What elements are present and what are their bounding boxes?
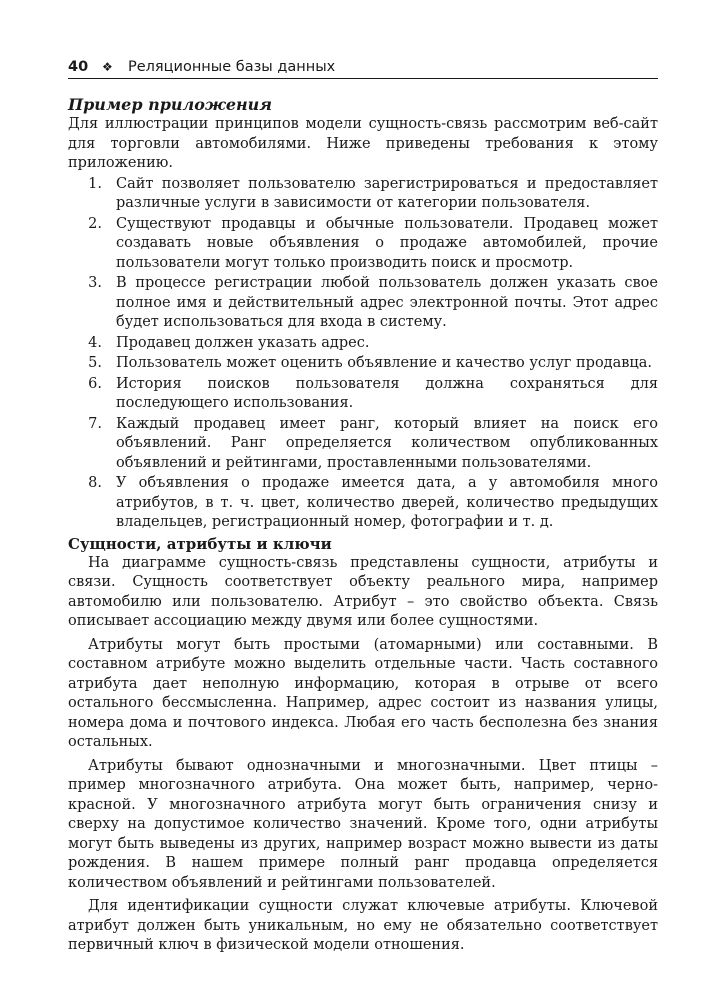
running-header — [68, 56, 658, 78]
page-number: 40 — [68, 59, 89, 75]
list-item — [68, 274, 658, 333]
page-content — [68, 95, 658, 956]
list-item-text: История поисков пользователя должна сохраняться для последующего использования. — [116, 375, 658, 411]
list-item-number: 8. — [88, 475, 102, 491]
list-item-text: Существуют продавцы и обычные пользователи. Продавец может создавать новые объявления о продаже автомобилей, прочие пользователи могут только производить поиск и просмотр. — [116, 215, 658, 271]
body-paragraph: Для идентификации сущности служат ключевые атрибуты. Ключевой атрибут должен быть уникальным, но ему не обязательно соответствует первичный ключ в физической модели отношения. — [68, 898, 658, 953]
body-paragraph: Атрибуты могут быть простыми (атомарными) или составными. В составном атрибуте можно выделить отдельные части. Часть составного атрибута дает неполную информацию, которая в отрыве от всего остального бессмысленна. Например, адрес состоит из названия улицы, номера дома и почтового индекса. Любая его часть бесполезна без знания остальных. — [68, 636, 658, 750]
list-item — [68, 375, 658, 414]
list-item-number: 2. — [88, 215, 102, 232]
list-item-text: Сайт позволяет пользователю зарегистрироваться и предоставляет различные услуги в зависимости от категории пользователя. — [116, 175, 658, 211]
running-title: Реляционные базы данных — [128, 59, 336, 75]
list-item-text: Продавец должен указать адрес. — [116, 334, 370, 351]
list-item-number: 4. — [88, 334, 102, 351]
list-item-number: 6. — [88, 375, 102, 392]
header-rule — [68, 78, 658, 79]
list-item — [68, 474, 658, 533]
list-item-number: 3. — [88, 275, 102, 291]
list-item-number: 7. — [88, 415, 102, 432]
list-item — [68, 215, 658, 274]
list-item-text: Каждый продавец имеет ранг, который влияет на поиск его объявлений. Ранг определяется количеством опубликованных объявлений и рейтингами, проставленными пользователями. — [116, 415, 658, 471]
body-paragraph: Атрибуты бывают однозначными и многозначными. Цвет птицы – пример многозначного атрибута. Она может быть, например, черно-красной. У многозначного атрибута могут быть ограничения снизу и сверху на допустимое количество значений. Кроме того, одни атрибуты могут быть выведены из других, например возраст можно вывести из даты рождения. В нашем примере полный ранг продавца определяется количеством объявлений и рейтингами пользователей. — [68, 757, 658, 891]
list-item — [68, 354, 658, 374]
list-item-number: 5. — [88, 355, 102, 371]
list-item-text: У объявления о продаже имеется дата, а у автомобиля много атрибутов, в т. ч. цвет, количество дверей, количество предыдущих владельцев, регистрационный номер, фотографии и т. д. — [116, 475, 658, 530]
list-item — [68, 334, 658, 354]
list-item — [68, 175, 658, 214]
list-item-number: 1. — [88, 175, 102, 192]
intro-paragraph: Для иллюстрации принципов модели сущность-связь рассмотрим веб-сайт для торговли автомобилями. Ниже приведены требования к этому приложению. — [68, 116, 658, 171]
list-item — [68, 415, 658, 474]
list-item-text: Пользователь может оценить объявление и качество услуг продавца. — [116, 355, 652, 371]
section-heading-entities: Сущности, атрибуты и ключи — [68, 534, 332, 553]
body-paragraph: На диаграмме сущность-связь представлены сущности, атрибуты и связи. Сущность соответствует объекту реального мира, например автомобилю или пользователю. Атрибут – это свойство объекта. Связь описывает ассоциацию между двумя или более сущностями. — [68, 554, 658, 629]
requirements-list — [68, 175, 658, 533]
ornament-icon: ❖ — [102, 60, 113, 74]
section-heading-example: Пример приложения — [68, 95, 273, 114]
list-item-text: В процессе регистрации любой пользователь должен указать свое полное имя и действительный адрес электронной почты. Этот адрес будет использоваться для входа в систему. — [116, 275, 658, 330]
